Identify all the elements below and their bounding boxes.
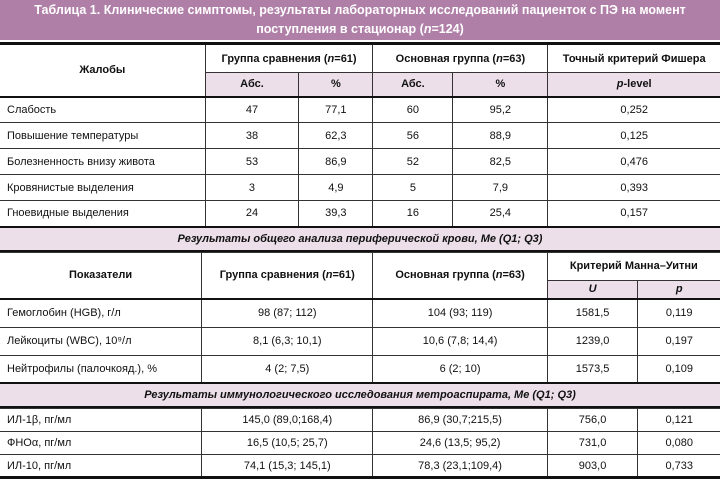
- value-cell: 24: [205, 201, 299, 227]
- comparison-label: Группа сравнения (: [219, 269, 326, 282]
- u-value-cell: 903,0: [547, 455, 638, 478]
- p-symbol: p: [616, 78, 624, 91]
- comparison-n: n: [327, 52, 335, 65]
- p-value-cell: 0,733: [638, 455, 720, 478]
- main-n: n: [496, 52, 503, 65]
- value-cell: 145,0 (89,0;168,4): [202, 409, 373, 432]
- value-cell: 4 (2; 7,5): [202, 355, 373, 383]
- u-value-cell: 1239,0: [547, 327, 638, 355]
- indicator-label: Нейтрофилы (палочкояд.), %: [0, 355, 202, 383]
- abs-subheader: Абс.: [373, 73, 453, 97]
- pct-subheader: %: [299, 73, 373, 97]
- comparison-label: Группа сравнения (: [221, 52, 328, 65]
- p-value-cell: 0,109: [638, 355, 720, 383]
- mann-whitney-header: Критерий Манна–Уитни: [547, 252, 720, 280]
- value-cell: 16,5 (10,5; 25,7): [202, 432, 373, 455]
- value-cell: 25,4: [453, 201, 548, 227]
- abs-subheader: Абс.: [205, 73, 299, 97]
- value-cell: 88,9: [453, 123, 548, 149]
- comparison-count: =61): [332, 269, 355, 282]
- table-row: [0, 201, 720, 227]
- indicator-label: Лейкоциты (WBC), 10⁹/л: [0, 327, 202, 355]
- symptom-label: Повышение температуры: [0, 123, 205, 149]
- symptoms-table: [0, 42, 720, 228]
- value-cell: 39,3: [299, 201, 373, 227]
- p-level-suffix: -level: [623, 78, 652, 91]
- value-cell: 38: [205, 123, 299, 149]
- p-value-cell: 0,080: [638, 432, 720, 455]
- title-prefix: Таблица 1. Клинические симптомы, результаты лабораторных исследований пациенток с ПЭ на момент поступления в стационар (: [34, 3, 686, 36]
- indicator-label: ИЛ-1β, пг/мл: [0, 409, 202, 432]
- p-value-cell: 0,125: [548, 123, 720, 149]
- value-cell: 62,3: [299, 123, 373, 149]
- table-row: [0, 123, 720, 149]
- table-row: [0, 299, 720, 327]
- value-cell: 53: [205, 149, 299, 175]
- complaints-header: Жалобы: [0, 44, 205, 97]
- comparison-group-header: [202, 252, 373, 299]
- header-row: [0, 252, 720, 280]
- value-cell: 86,9: [299, 149, 373, 175]
- p-value-cell: 0,121: [638, 409, 720, 432]
- u-subheader: U: [547, 280, 638, 299]
- blood-section-header: Результаты общего анализа периферической крови, Ме (Q1; Q3): [0, 228, 720, 252]
- value-cell: 5: [373, 175, 453, 201]
- table-row: [0, 455, 720, 478]
- value-cell: 47: [205, 97, 299, 123]
- blood-table-header: [0, 252, 720, 299]
- p-value-cell: 0,119: [638, 299, 720, 327]
- value-cell: 24,6 (13,5; 95,2): [373, 432, 547, 455]
- table-row: [0, 97, 720, 123]
- value-cell: 3: [205, 175, 299, 201]
- table-row: [0, 149, 720, 175]
- u-value-cell: 756,0: [547, 409, 638, 432]
- comparison-count: =61): [334, 52, 357, 65]
- p-level-subheader: [548, 73, 720, 97]
- indicator-label: Гемоглобин (HGB), г/л: [0, 299, 202, 327]
- main-n: n: [495, 269, 503, 282]
- p-subheader: p: [638, 280, 720, 299]
- title-suffix: =124): [431, 22, 464, 36]
- value-cell: 10,6 (7,8; 14,4): [373, 327, 547, 355]
- symptom-label: Слабость: [0, 97, 205, 123]
- value-cell: 86,9 (30,7;215,5): [373, 409, 547, 432]
- indicator-label: ИЛ-10, пг/мл: [0, 455, 202, 478]
- main-label: Основная группа (: [395, 52, 497, 65]
- value-cell: 16: [373, 201, 453, 227]
- immuno-section-header: Результаты иммунологического исследования метроаспирата, Ме (Q1; Q3): [0, 384, 720, 408]
- value-cell: 52: [373, 149, 453, 175]
- blood-table: [0, 252, 720, 385]
- comparison-n: n: [325, 269, 333, 282]
- table-row: [0, 355, 720, 383]
- main-count: =63): [502, 269, 525, 282]
- table-title: [0, 0, 720, 40]
- u-value-cell: 1573,5: [547, 355, 638, 383]
- p-value-cell: 0,252: [548, 97, 720, 123]
- symptom-label: Кровянистые выделения: [0, 175, 205, 201]
- main-count: =63): [502, 52, 526, 65]
- title-n: n: [423, 22, 432, 36]
- symptom-label: Гноевидные выделения: [0, 201, 205, 227]
- main-group-header: [373, 252, 547, 299]
- p-value-cell: 0,393: [548, 175, 720, 201]
- p-value-cell: 0,197: [638, 327, 720, 355]
- table-row: [0, 327, 720, 355]
- indicator-label: ФНОα, пг/мл: [0, 432, 202, 455]
- u-value-cell: 731,0: [547, 432, 638, 455]
- pct-subheader: %: [453, 73, 548, 97]
- fisher-header: Точный критерий Фишера: [548, 44, 720, 73]
- p-value-cell: 0,476: [548, 149, 720, 175]
- value-cell: 82,5: [453, 149, 548, 175]
- symptoms-table-header: [0, 44, 720, 97]
- value-cell: 95,2: [453, 97, 548, 123]
- value-cell: 4,9: [299, 175, 373, 201]
- table-row: [0, 432, 720, 455]
- value-cell: 60: [373, 97, 453, 123]
- table-row: [0, 175, 720, 201]
- value-cell: 8,1 (6,3; 10,1): [202, 327, 373, 355]
- main-label: Основная группа (: [395, 269, 496, 282]
- value-cell: 74,1 (15,3; 145,1): [202, 455, 373, 478]
- comparison-group-header: [205, 44, 373, 73]
- symptom-label: Болезненность внизу живота: [0, 149, 205, 175]
- value-cell: 77,1: [299, 97, 373, 123]
- value-cell: 104 (93; 119): [373, 299, 547, 327]
- value-cell: 7,9: [453, 175, 548, 201]
- value-cell: 78,3 (23,1;109,4): [373, 455, 547, 478]
- p-value-cell: 0,157: [548, 201, 720, 227]
- main-group-header: [373, 44, 548, 73]
- value-cell: 56: [373, 123, 453, 149]
- header-row: [0, 44, 720, 73]
- immuno-table: [0, 408, 720, 479]
- u-value-cell: 1581,5: [547, 299, 638, 327]
- value-cell: 6 (2; 10): [373, 355, 547, 383]
- value-cell: 98 (87; 112): [202, 299, 373, 327]
- indicators-header: Показатели: [0, 252, 202, 299]
- table-title-text: [28, 1, 692, 39]
- table-row: [0, 409, 720, 432]
